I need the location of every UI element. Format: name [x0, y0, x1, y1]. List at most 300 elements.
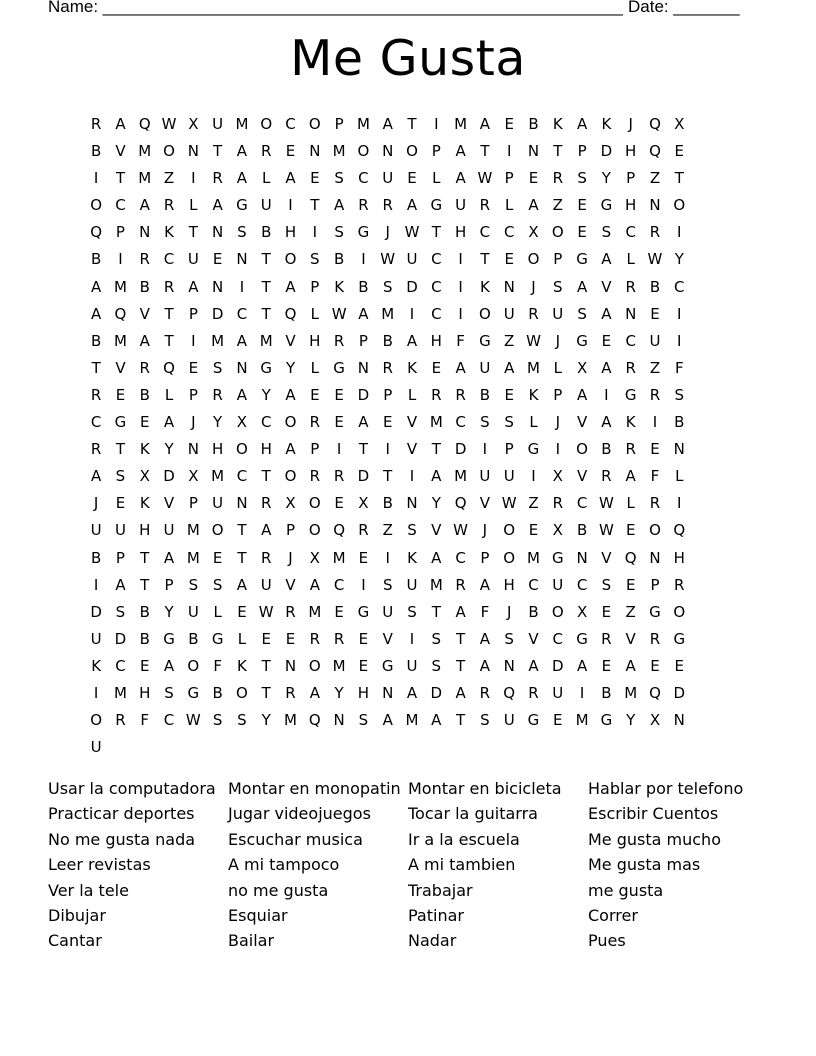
grid-letter[interactable]: T	[261, 467, 271, 486]
grid-letter[interactable]: T	[383, 467, 393, 486]
grid-letter[interactable]: I	[93, 575, 99, 594]
grid-letter[interactable]: A	[455, 683, 466, 702]
grid-letter[interactable]: T	[456, 629, 466, 648]
grid-letter[interactable]: B	[139, 629, 150, 648]
grid-letter[interactable]: C	[576, 575, 588, 594]
grid-letter[interactable]: R	[649, 385, 661, 404]
grid-letter[interactable]: C	[431, 250, 442, 269]
grid-letter[interactable]: M	[186, 521, 200, 540]
grid-letter[interactable]: A	[479, 115, 491, 133]
grid-letter[interactable]: A	[576, 656, 588, 675]
grid-letter[interactable]: I	[361, 575, 366, 594]
grid-letter[interactable]: O	[187, 656, 200, 675]
grid-letter[interactable]: U	[90, 629, 102, 648]
grid-letter[interactable]: E	[382, 413, 393, 432]
grid-letter[interactable]: O	[308, 656, 321, 675]
grid-letter[interactable]: O	[503, 548, 516, 567]
grid-letter[interactable]: A	[285, 440, 296, 459]
grid-letter[interactable]: I	[191, 331, 196, 350]
grid-letter[interactable]: M	[454, 467, 468, 486]
grid-letter[interactable]: Q	[649, 115, 661, 133]
grid-letter[interactable]: A	[576, 277, 588, 296]
grid-letter[interactable]: K	[601, 115, 612, 133]
grid-letter[interactable]: T	[553, 142, 563, 161]
grid-letter[interactable]: N	[236, 250, 248, 269]
grid-letter[interactable]: H	[454, 223, 467, 242]
grid-letter[interactable]: B	[382, 494, 393, 513]
grid-letter[interactable]: T	[115, 169, 126, 188]
grid-letter[interactable]: F	[213, 656, 222, 675]
grid-letter[interactable]: O	[308, 494, 321, 513]
grid-letter[interactable]: C	[236, 467, 248, 486]
grid-letter[interactable]: N	[357, 358, 370, 377]
grid-letter[interactable]: O	[527, 250, 540, 269]
grid-letter[interactable]: S	[334, 223, 344, 242]
grid-letter[interactable]: U	[114, 521, 126, 540]
grid-letter[interactable]: G	[430, 196, 443, 215]
grid-letter[interactable]: B	[188, 629, 199, 648]
grid-letter[interactable]: S	[188, 575, 199, 594]
grid-letter[interactable]: R	[479, 683, 491, 702]
grid-letter[interactable]: H	[673, 548, 685, 567]
grid-letter[interactable]: P	[188, 385, 198, 404]
grid-letter[interactable]: O	[90, 711, 103, 730]
grid-letter[interactable]: O	[236, 683, 248, 702]
grid-letter[interactable]: G	[527, 440, 540, 459]
grid-letter[interactable]: R	[333, 331, 345, 350]
grid-letter[interactable]: R	[285, 683, 296, 702]
grid-letter[interactable]: A	[406, 196, 418, 215]
grid-letter[interactable]: M	[527, 358, 540, 377]
grid-letter[interactable]: N	[382, 683, 394, 702]
grid-letter[interactable]: I	[531, 467, 536, 486]
grid-letter[interactable]: I	[604, 385, 609, 404]
grid-letter[interactable]: R	[212, 385, 223, 404]
grid-letter[interactable]: K	[479, 277, 490, 296]
grid-letter[interactable]: Z	[552, 196, 563, 215]
grid-letter[interactable]: C	[285, 115, 296, 133]
grid-letter[interactable]: T	[140, 548, 150, 567]
grid-letter[interactable]: T	[164, 331, 174, 350]
grid-letter[interactable]: T	[237, 548, 247, 567]
grid-letter[interactable]: U	[503, 304, 515, 323]
grid-letter[interactable]: P	[115, 223, 125, 242]
grid-letter[interactable]: H	[625, 142, 637, 161]
grid-letter[interactable]: R	[309, 629, 321, 648]
grid-letter[interactable]: M	[405, 711, 419, 730]
grid-letter[interactable]: A	[163, 656, 175, 675]
grid-letter[interactable]: B	[674, 413, 685, 432]
grid-letter[interactable]: L	[310, 358, 319, 377]
grid-letter[interactable]: G	[600, 196, 613, 215]
grid-letter[interactable]: T	[261, 304, 271, 323]
grid-letter[interactable]: V	[285, 331, 296, 350]
grid-letter[interactable]: N	[333, 711, 345, 730]
grid-letter[interactable]: Q	[649, 683, 661, 702]
grid-letter[interactable]: A	[236, 331, 248, 350]
grid-letter[interactable]: E	[577, 196, 587, 215]
grid-letter[interactable]: T	[431, 223, 441, 242]
grid-letter[interactable]: R	[163, 277, 175, 296]
grid-letter[interactable]: A	[163, 548, 175, 567]
grid-letter[interactable]: E	[358, 548, 369, 567]
grid-letter[interactable]: O	[576, 440, 588, 459]
grid-letter[interactable]: N	[527, 142, 540, 161]
grid-letter[interactable]: M	[332, 656, 346, 675]
grid-letter[interactable]: A	[431, 467, 442, 486]
grid-letter[interactable]: P	[650, 575, 660, 594]
grid-letter[interactable]: A	[309, 683, 320, 702]
grid-letter[interactable]: N	[236, 358, 248, 377]
grid-letter[interactable]: Q	[138, 115, 151, 133]
grid-letter[interactable]: I	[677, 331, 682, 350]
grid-letter[interactable]: P	[480, 548, 490, 567]
grid-letter[interactable]: X	[528, 223, 539, 242]
grid-letter[interactable]: M	[138, 169, 152, 188]
grid-letter[interactable]: G	[260, 358, 273, 377]
grid-letter[interactable]: U	[479, 467, 491, 486]
grid-letter[interactable]: M	[113, 683, 127, 702]
grid-letter[interactable]: P	[334, 115, 344, 133]
grid-letter[interactable]: E	[674, 656, 685, 675]
grid-letter[interactable]: B	[261, 223, 272, 242]
grid-letter[interactable]: B	[139, 602, 150, 621]
grid-letter[interactable]: C	[236, 304, 248, 323]
grid-letter[interactable]: H	[211, 440, 224, 459]
grid-letter[interactable]: U	[503, 467, 515, 486]
grid-letter[interactable]: A	[358, 413, 369, 432]
grid-letter[interactable]: U	[552, 575, 564, 594]
grid-letter[interactable]: S	[358, 711, 369, 730]
grid-letter[interactable]: N	[139, 223, 151, 242]
grid-letter[interactable]: A	[431, 548, 442, 567]
grid-letter[interactable]: Z	[504, 331, 515, 350]
grid-letter[interactable]: A	[601, 358, 612, 377]
grid-letter[interactable]: Z	[625, 602, 636, 621]
grid-letter[interactable]: I	[482, 440, 488, 459]
grid-letter[interactable]: E	[528, 169, 539, 188]
grid-letter[interactable]: X	[236, 413, 248, 432]
grid-letter[interactable]: T	[358, 440, 368, 459]
grid-letter[interactable]: N	[649, 548, 661, 567]
grid-letter[interactable]: L	[310, 304, 319, 323]
grid-letter[interactable]: Q	[649, 142, 661, 161]
grid-letter[interactable]: R	[649, 629, 661, 648]
grid-letter[interactable]: X	[576, 358, 588, 377]
grid-letter[interactable]: P	[577, 142, 587, 161]
grid-letter[interactable]: S	[382, 575, 393, 594]
grid-letter[interactable]: B	[649, 277, 661, 296]
grid-letter[interactable]: O	[406, 142, 418, 161]
grid-letter[interactable]: R	[552, 494, 563, 513]
grid-letter[interactable]: R	[358, 521, 369, 540]
grid-letter[interactable]: E	[188, 358, 199, 377]
grid-letter[interactable]: R	[455, 385, 466, 404]
grid-letter[interactable]: K	[237, 656, 247, 675]
grid-letter[interactable]: K	[528, 385, 539, 404]
grid-letter[interactable]: R	[212, 169, 223, 188]
grid-letter[interactable]: O	[551, 223, 564, 242]
grid-letter[interactable]: U	[212, 494, 224, 513]
grid-letter[interactable]: C	[552, 629, 564, 648]
grid-letter[interactable]: E	[310, 385, 320, 404]
grid-letter[interactable]: K	[334, 277, 345, 296]
grid-letter[interactable]: V	[163, 494, 175, 513]
grid-letter[interactable]: E	[212, 250, 223, 269]
grid-letter[interactable]: N	[649, 196, 661, 215]
grid-letter[interactable]: T	[407, 115, 417, 133]
grid-letter[interactable]: T	[431, 602, 441, 621]
grid-letter[interactable]: P	[431, 142, 441, 161]
grid-letter[interactable]: F	[456, 331, 465, 350]
grid-letter[interactable]: Y	[334, 683, 344, 702]
grid-letter[interactable]: T	[456, 656, 466, 675]
grid-letter[interactable]: Y	[601, 169, 611, 188]
grid-letter[interactable]: L	[213, 602, 222, 621]
grid-letter[interactable]: M	[356, 115, 370, 133]
grid-letter[interactable]: N	[212, 277, 224, 296]
grid-letter[interactable]: A	[236, 575, 248, 594]
grid-letter[interactable]: F	[674, 358, 684, 377]
grid-letter[interactable]: Z	[649, 358, 661, 377]
grid-letter[interactable]: G	[333, 358, 345, 377]
grid-letter[interactable]: I	[555, 440, 560, 459]
grid-letter[interactable]: O	[308, 115, 321, 133]
grid-letter[interactable]: O	[503, 521, 516, 540]
grid-letter[interactable]: E	[285, 142, 296, 161]
grid-letter[interactable]: U	[90, 521, 102, 540]
grid-letter[interactable]: U	[552, 683, 564, 702]
grid-letter[interactable]: D	[430, 683, 443, 702]
grid-letter[interactable]: A	[285, 385, 296, 404]
grid-letter[interactable]: A	[163, 413, 175, 432]
grid-letter[interactable]: O	[284, 250, 297, 269]
grid-letter[interactable]: W	[331, 304, 347, 323]
grid-letter[interactable]: R	[309, 467, 321, 486]
grid-letter[interactable]: E	[504, 250, 514, 269]
grid-letter[interactable]: B	[91, 548, 102, 567]
grid-letter[interactable]: A	[91, 277, 102, 296]
grid-letter[interactable]: H	[430, 331, 442, 350]
grid-letter[interactable]: R	[601, 629, 612, 648]
grid-letter[interactable]: I	[677, 494, 682, 513]
grid-letter[interactable]: G	[527, 711, 540, 730]
grid-letter[interactable]: C	[115, 656, 126, 675]
grid-letter[interactable]: B	[212, 683, 223, 702]
grid-letter[interactable]: J	[93, 494, 99, 513]
grid-letter[interactable]: S	[212, 711, 223, 730]
grid-letter[interactable]: G	[357, 602, 370, 621]
grid-letter[interactable]: E	[285, 629, 296, 648]
grid-letter[interactable]: I	[288, 196, 293, 215]
grid-letter[interactable]: V	[431, 521, 442, 540]
grid-letter[interactable]: B	[479, 385, 491, 404]
grid-letter[interactable]: A	[625, 656, 636, 675]
grid-letter[interactable]: H	[625, 196, 637, 215]
grid-letter[interactable]: I	[434, 115, 439, 133]
grid-letter[interactable]: M	[235, 115, 249, 133]
grid-letter[interactable]: L	[432, 169, 441, 188]
grid-letter[interactable]: R	[528, 683, 539, 702]
grid-letter[interactable]: L	[164, 385, 174, 404]
grid-letter[interactable]: X	[576, 602, 588, 621]
grid-letter[interactable]: D	[211, 304, 224, 323]
grid-letter[interactable]: M	[527, 548, 540, 567]
grid-letter[interactable]: S	[480, 413, 490, 432]
grid-letter[interactable]: T	[674, 169, 684, 188]
grid-letter[interactable]: V	[406, 440, 418, 459]
grid-letter[interactable]: A	[91, 304, 102, 323]
grid-letter[interactable]: A	[455, 602, 466, 621]
grid-letter[interactable]: B	[576, 521, 588, 540]
grid-letter[interactable]: M	[113, 331, 127, 350]
grid-letter[interactable]: O	[260, 115, 273, 133]
grid-letter[interactable]: A	[479, 629, 491, 648]
grid-letter[interactable]: Q	[308, 711, 321, 730]
grid-letter[interactable]: T	[140, 575, 150, 594]
grid-letter[interactable]: C	[674, 277, 685, 296]
grid-letter[interactable]: V	[576, 413, 588, 432]
grid-letter[interactable]: P	[188, 304, 198, 323]
grid-letter[interactable]: E	[577, 223, 587, 242]
grid-letter[interactable]: E	[334, 413, 344, 432]
grid-letter[interactable]: T	[480, 250, 490, 269]
grid-letter[interactable]: K	[407, 548, 417, 567]
grid-letter[interactable]: Y	[431, 494, 441, 513]
grid-letter[interactable]: M	[113, 277, 127, 296]
grid-letter[interactable]: O	[673, 196, 686, 215]
grid-letter[interactable]: R	[139, 358, 150, 377]
grid-letter[interactable]: T	[115, 440, 126, 459]
grid-letter[interactable]: B	[601, 440, 612, 459]
grid-letter[interactable]: E	[334, 494, 344, 513]
grid-letter[interactable]: Z	[163, 169, 175, 188]
grid-letter[interactable]: S	[674, 385, 685, 404]
grid-letter[interactable]: K	[139, 440, 150, 459]
grid-letter[interactable]: V	[115, 358, 126, 377]
grid-letter[interactable]: N	[576, 548, 588, 567]
grid-letter[interactable]: W	[598, 521, 614, 540]
grid-letter[interactable]: X	[285, 494, 296, 513]
grid-letter[interactable]: V	[601, 277, 612, 296]
grid-letter[interactable]: E	[504, 385, 514, 404]
grid-letter[interactable]: Q	[454, 494, 467, 513]
grid-letter[interactable]: W	[501, 494, 517, 513]
grid-letter[interactable]: S	[237, 711, 247, 730]
grid-letter[interactable]: J	[191, 413, 196, 432]
grid-letter[interactable]: X	[552, 521, 563, 540]
grid-letter[interactable]: I	[458, 250, 463, 269]
grid-letter[interactable]: I	[118, 250, 123, 269]
grid-letter[interactable]: E	[601, 656, 612, 675]
grid-letter[interactable]: Y	[164, 440, 174, 459]
grid-letter[interactable]: X	[552, 467, 563, 486]
grid-letter[interactable]: L	[407, 385, 417, 404]
grid-letter[interactable]: A	[601, 250, 612, 269]
grid-letter[interactable]: L	[675, 467, 684, 486]
grid-letter[interactable]: A	[236, 169, 248, 188]
grid-letter[interactable]: O	[478, 304, 491, 323]
grid-letter[interactable]: W	[404, 223, 420, 242]
grid-letter[interactable]: R	[674, 575, 685, 594]
grid-letter[interactable]: K	[164, 223, 174, 242]
grid-letter[interactable]: K	[625, 413, 636, 432]
grid-letter[interactable]: H	[357, 683, 370, 702]
grid-letter[interactable]: G	[600, 711, 613, 730]
grid-letter[interactable]: C	[528, 575, 539, 594]
grid-letter[interactable]: E	[528, 521, 539, 540]
grid-letter[interactable]: M	[308, 602, 322, 621]
grid-letter[interactable]: R	[649, 494, 661, 513]
grid-letter[interactable]: L	[189, 196, 198, 215]
grid-letter[interactable]: A	[625, 467, 636, 486]
grid-letter[interactable]: C	[333, 575, 345, 594]
grid-letter[interactable]: E	[625, 521, 636, 540]
grid-letter[interactable]: D	[600, 142, 613, 161]
grid-letter[interactable]: K	[139, 494, 150, 513]
grid-letter[interactable]: A	[139, 196, 150, 215]
grid-letter[interactable]: X	[309, 548, 320, 567]
grid-letter[interactable]: D	[357, 467, 370, 486]
grid-letter[interactable]: R	[115, 711, 126, 730]
grid-letter[interactable]: W	[526, 331, 541, 350]
grid-letter[interactable]: I	[652, 413, 658, 432]
grid-letter[interactable]: A	[576, 115, 588, 133]
grid-letter[interactable]: R	[309, 413, 321, 432]
grid-letter[interactable]: S	[334, 169, 344, 188]
grid-letter[interactable]: G	[551, 548, 564, 567]
grid-letter[interactable]: L	[529, 413, 538, 432]
grid-letter[interactable]: S	[601, 223, 612, 242]
grid-letter[interactable]: M	[186, 548, 200, 567]
grid-letter[interactable]: A	[479, 575, 491, 594]
grid-letter[interactable]: I	[361, 250, 366, 269]
grid-letter[interactable]: A	[309, 575, 320, 594]
grid-letter[interactable]: K	[552, 115, 563, 133]
grid-letter[interactable]: G	[576, 629, 588, 648]
grid-letter[interactable]: N	[309, 142, 321, 161]
grid-letter[interactable]: U	[406, 250, 418, 269]
grid-letter[interactable]: R	[528, 304, 539, 323]
grid-letter[interactable]: I	[385, 440, 390, 459]
grid-letter[interactable]: O	[308, 521, 321, 540]
grid-letter[interactable]: F	[140, 711, 150, 730]
grid-letter[interactable]: T	[431, 440, 441, 459]
grid-letter[interactable]: B	[91, 250, 102, 269]
grid-letter[interactable]: C	[455, 548, 466, 567]
grid-letter[interactable]: J	[385, 223, 390, 242]
grid-letter[interactable]: U	[90, 738, 102, 757]
grid-letter[interactable]: R	[479, 196, 491, 215]
grid-letter[interactable]: B	[139, 277, 150, 296]
grid-letter[interactable]: U	[455, 196, 467, 215]
grid-letter[interactable]: V	[601, 548, 612, 567]
grid-letter[interactable]: D	[406, 277, 418, 296]
grid-letter[interactable]: A	[285, 277, 296, 296]
grid-letter[interactable]: L	[626, 250, 635, 269]
grid-letter[interactable]: Q	[503, 683, 516, 702]
grid-letter[interactable]: V	[625, 629, 636, 648]
grid-letter[interactable]: U	[382, 602, 394, 621]
grid-letter[interactable]: E	[407, 169, 417, 188]
grid-letter[interactable]: R	[139, 250, 150, 269]
grid-letter[interactable]: A	[431, 711, 442, 730]
grid-letter[interactable]: R	[382, 358, 393, 377]
grid-letter[interactable]: B	[91, 142, 102, 161]
grid-letter[interactable]: S	[115, 602, 126, 621]
grid-letter[interactable]: O	[649, 521, 661, 540]
grid-letter[interactable]: B	[528, 115, 539, 133]
